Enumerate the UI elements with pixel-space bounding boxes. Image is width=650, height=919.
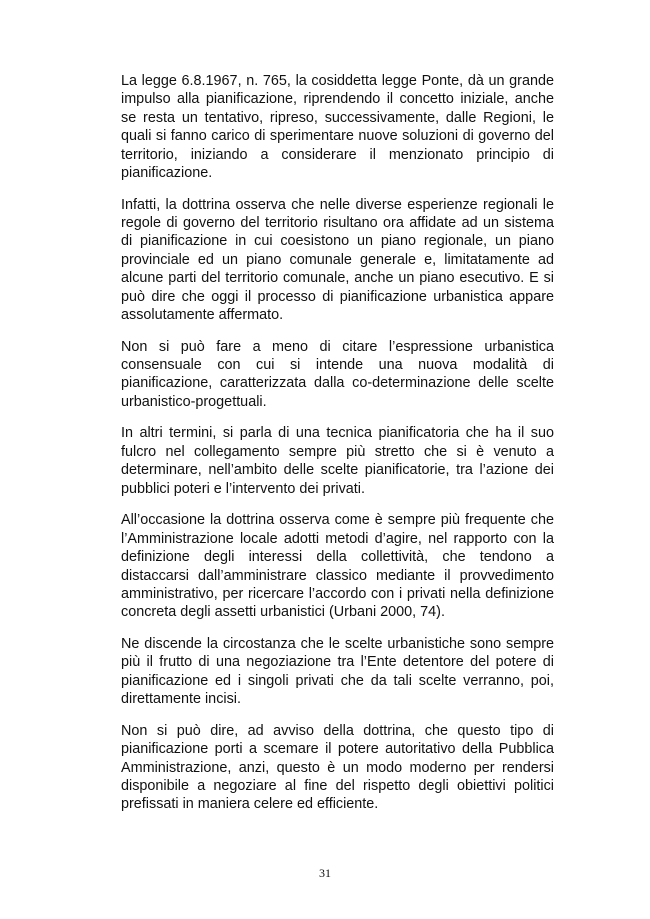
paragraph: Non si può dire, ad avviso della dottrina, che questo tipo di pianificazione porti a scemare il potere autoritativo della Pubblica Amministrazione, anzi, questo è un modo moderno per rendersi disponibile a negoziare al fine del rispetto degli obiettivi politici prefissati in maniera celere ed efficiente. [121, 722, 554, 813]
paragraph: All’occasione la dottrina osserva come è sempre più frequente che l’Amministrazione locale adotti metodi d’agire, nel rapporto con la definizione degli interessi della collettività, che tendono a distaccarsi dall’amministrare classico mediante il provvedimento amministrativo, per ricercare l’accordo con i privati nella definizione concreta degli assetti urbanistici (Urbani 2000, 74). [121, 512, 554, 621]
paragraph: Non si può fare a meno di citare l’espressione urbanistica consensuale con cui si intende una nuova modalità di pianificazione, caratterizzata dalla co-determinazione delle scelte urbanistico-progettuali. [121, 338, 554, 410]
paragraph: La legge 6.8.1967, n. 765, la cosiddetta legge Ponte, dà un grande impulso alla pianificazione, riprendendo il concetto iniziale, anche se resta un tentativo, ripreso, successivamente, dalle Regioni, le quali si fanno carico di sperimentare nuove soluzioni di governo del territorio, iniziando a considerare il menzionato principio di pianificazione. [121, 73, 554, 182]
paragraph: Ne discende la circostanza che le scelte urbanistiche sono sempre più il frutto di una negoziazione tra l’Ente detentore del potere di pianificazione ed i singoli privati che da tali scelte verranno, poi, direttamente incisi. [121, 635, 554, 708]
paragraph: Infatti, la dottrina osserva che nelle diverse esperienze regionali le regole di governo del territorio risultano ora affidate ad un sistema di pianificazione in cui coesistono un piano regionale, un piano provinciale ed un piano comunale generale e, limitatamente ad alcune parti del territorio comunale, anche un piano esecutivo. E si può dire che oggi il processo di pianificazione urbanistica appare assolutamente affermato. [121, 196, 554, 324]
page-number: 31 [319, 866, 331, 880]
body-text [121, 72, 554, 827]
paragraph: In altri termini, si parla di una tecnica pianificatoria che ha il suo fulcro nel collegamento sempre più stretto che si è venuto a determinare, nell’ambito delle scelte pianificatorie, tra l’azione dei pubblici poteri e l’intervento dei privati. [121, 425, 554, 497]
